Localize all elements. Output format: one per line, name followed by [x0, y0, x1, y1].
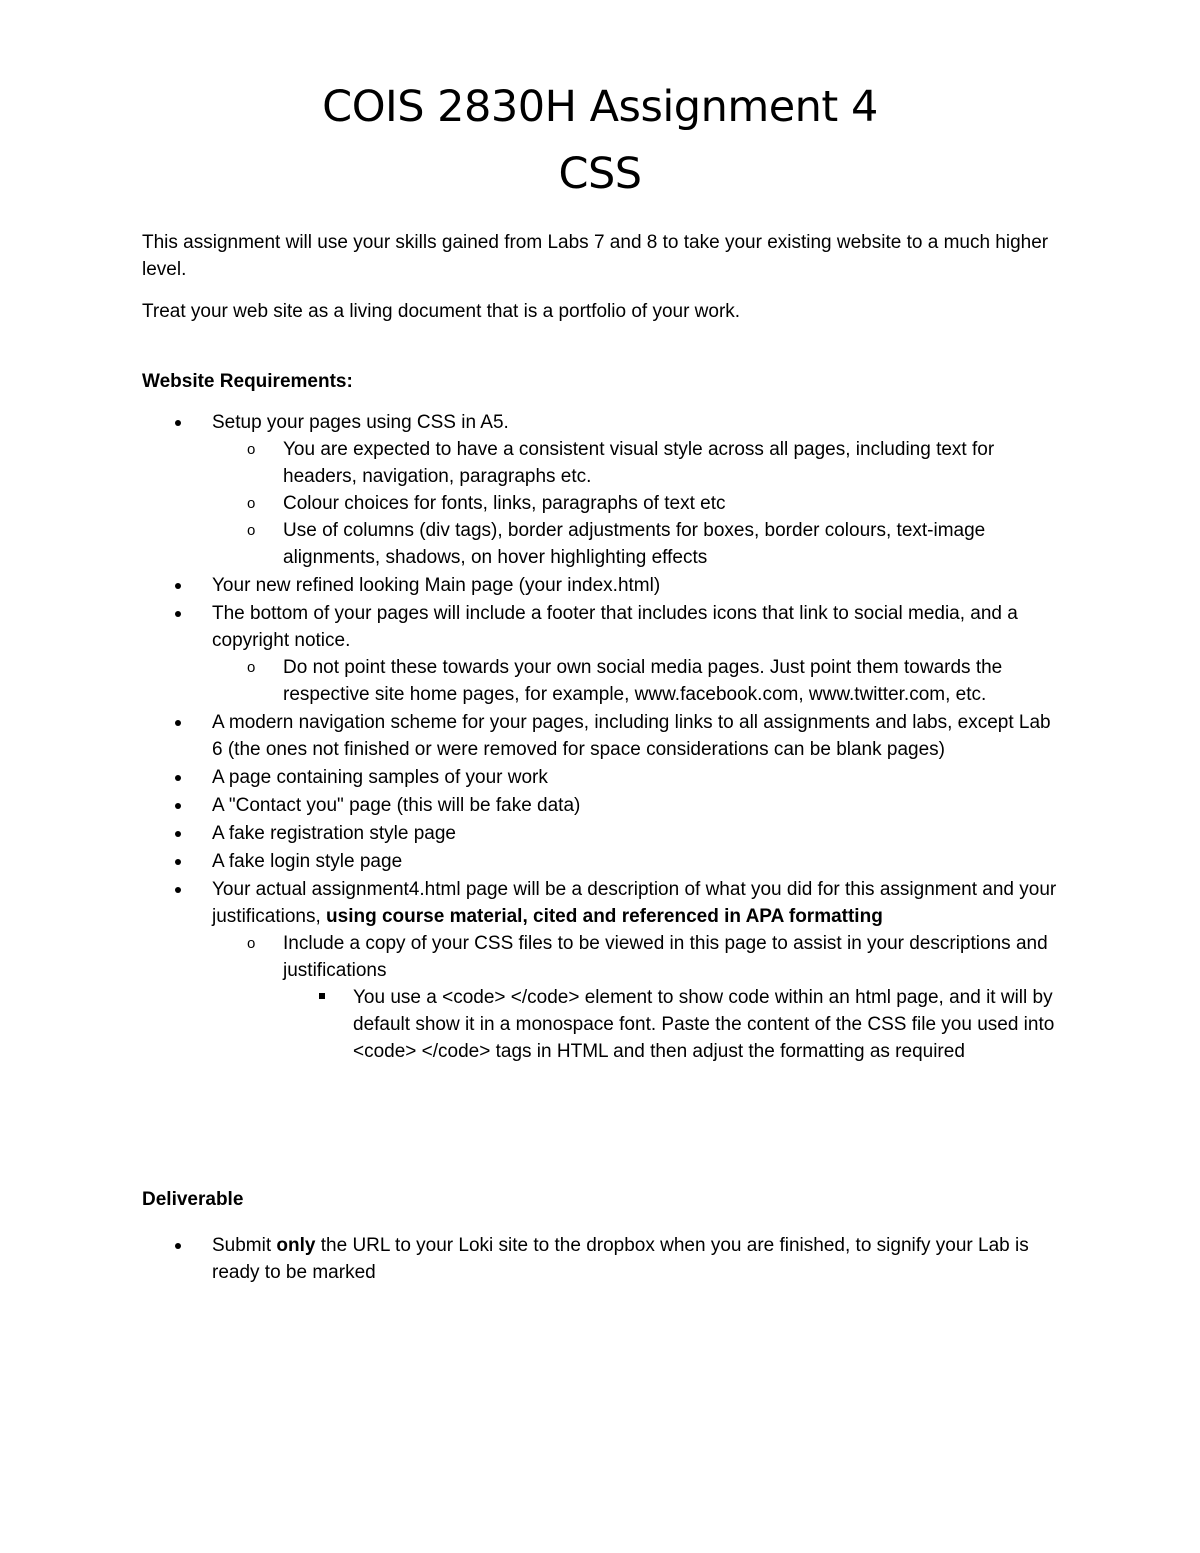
sub-list-item: o Colour choices for fonts, links, paragraphs of text etc	[212, 490, 1062, 517]
sub-list	[212, 436, 1062, 571]
deliverable-heading: Deliverable	[142, 1189, 244, 1210]
list-item	[142, 600, 1062, 708]
sub-list	[212, 654, 1062, 708]
sub-sub-list	[283, 984, 1062, 1065]
list-item: A "Contact you" page (this will be fake data)	[142, 792, 1062, 819]
intro-paragraph-2: Treat your web site as a living document that is a portfolio of your work.	[142, 301, 741, 322]
intro-paragraph: This assignment will use your skills gained from Labs 7 and 8 to take your existing website to a much higher level.	[142, 232, 1049, 280]
list-item	[142, 1232, 1062, 1286]
document-subtitle: CSS	[558, 149, 642, 199]
list-item	[142, 409, 1062, 571]
requirement-emphasis: using course material, cited and referenced in APA formatting	[326, 906, 883, 927]
deliverable-text-pre: Submit	[212, 1235, 277, 1256]
sub-list-item: o Use of columns (div tags), border adjustments for boxes, border colours, text-image alignments, shadows, on hover highlighting effects	[212, 517, 1062, 571]
sub-list	[212, 930, 1062, 1065]
deliverable-emphasis: only	[276, 1235, 316, 1256]
list-item	[142, 876, 1062, 1065]
deliverable-text-post: the URL to your Loki site to the dropbox when you are finished, to signify your Lab is ready to be marked	[212, 1235, 1029, 1283]
sub-sub-list-item: You use a <code> </code> element to show code within an html page, and it will by default show it in a monospace font. Paste the content of the CSS file you used into <code> </code> tags in HTML and then adjust the formatting as required	[283, 984, 1062, 1065]
sub-list-item: o You are expected to have a consistent visual style across all pages, including text for headers, navigation, paragraphs etc.	[212, 436, 1062, 490]
list-item: A fake registration style page	[142, 820, 1062, 847]
requirements-list	[142, 409, 1062, 1066]
list-item: A fake login style page	[142, 848, 1062, 875]
requirement-text: Setup your pages using CSS in A5.	[212, 412, 509, 433]
list-item: A modern navigation scheme for your pages, including links to all assignments and labs, except Lab 6 (the ones not finished or were removed for space considerations can be blank pages)	[142, 709, 1062, 763]
requirements-heading: Website Requirements:	[142, 371, 353, 392]
deliverable-list	[142, 1232, 1062, 1287]
document-title: COIS 2830H Assignment 4	[322, 82, 878, 132]
requirement-text: Your actual assignment4.html page will be a description of what you did for this assignment and your justifications,	[212, 879, 1057, 927]
sub-list-item: o Do not point these towards your own social media pages. Just point them towards the respective site home pages, for example, www.facebook.com, www.twitter.com, etc.	[212, 654, 1062, 708]
list-item: Your new refined looking Main page (your index.html)	[142, 572, 1062, 599]
sub-list-item	[212, 930, 1062, 1065]
sub-item-text: Include a copy of your CSS files to be viewed in this page to assist in your descriptions and justifications	[283, 933, 1048, 981]
requirement-text: The bottom of your pages will include a footer that includes icons that link to social media, and a copyright notice.	[212, 603, 1018, 651]
list-item: A page containing samples of your work	[142, 764, 1062, 791]
